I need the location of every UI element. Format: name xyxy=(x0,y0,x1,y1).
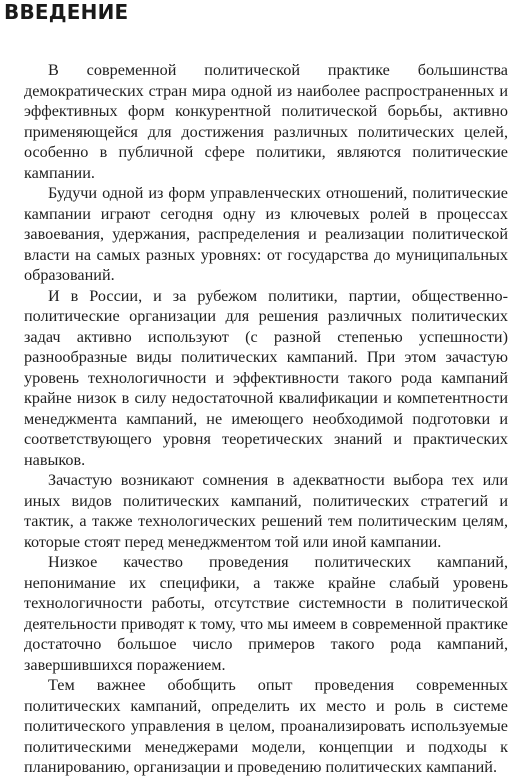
paragraph-6 xyxy=(24,675,508,778)
section-heading: ВВЕДЕНИЕ xyxy=(4,0,129,24)
paragraph-2 xyxy=(24,183,508,286)
paragraph-1-text: В современной политической практике большинства демократических стран мира одной из наиболее распространенных и эффективных форм конкурентной политической борьбы, активно применяющейся для достижения различных политических целей, особенно в публичной сфере политики, являются политические кампании. xyxy=(24,61,508,182)
paragraph-4 xyxy=(24,470,508,552)
paragraph-2-text: Будучи одной из форм управленческих отношений, политические кампании играют сегодня одну из ключевых ролей в процессах завоевания, удержания, распределения и реализации политической власти на самых разных уровнях: от государства до муниципальных образований. xyxy=(24,184,508,284)
paragraph-3-text: И в России, и за рубежом политики, партии, общественно-политические организации для решения различных политических задач активно используют (с разной степенью успешности) разнообразные виды политических кампаний. При этом зачастую уровень технологичности и эффективности такого рода кампаний крайне низок в силу недостаточной квалификации и компетентности менеджмента кампаний, не имеющего необходимой подготовки и соответствующего уровня теоретических знаний и практических навыков. xyxy=(24,286,508,469)
paragraph-1 xyxy=(24,60,508,183)
paragraph-5 xyxy=(24,552,508,675)
paragraph-3 xyxy=(24,286,508,471)
paragraph-5-text: Низкое качество проведения политических кампаний, непонимание их специфики, а также крайне слабый уровень технологичности работы, отсутствие системности в политической деятельности приводят к тому, что мы имеем в современной практике достаточно большое число примеров такого рода кампаний, завершившихся поражением. xyxy=(24,553,508,674)
paragraph-6-text: Тем важнее обобщить опыт проведения современных политических кампаний, определить их место и роль в системе политического управления в целом, проанализировать используемые политическими менеджерами модели, концепции и подходы к планированию, организации и проведению политических кампаний. xyxy=(24,676,508,776)
body-text xyxy=(24,60,508,778)
paragraph-4-text: Зачастую возникают сомнения в адекватности выбора тех или иных видов политических кампаний, политических стратегий и тактик, а также технологических решений тем политическим целям, которые стоят перед менеджментом той или иной кампании. xyxy=(24,471,508,551)
